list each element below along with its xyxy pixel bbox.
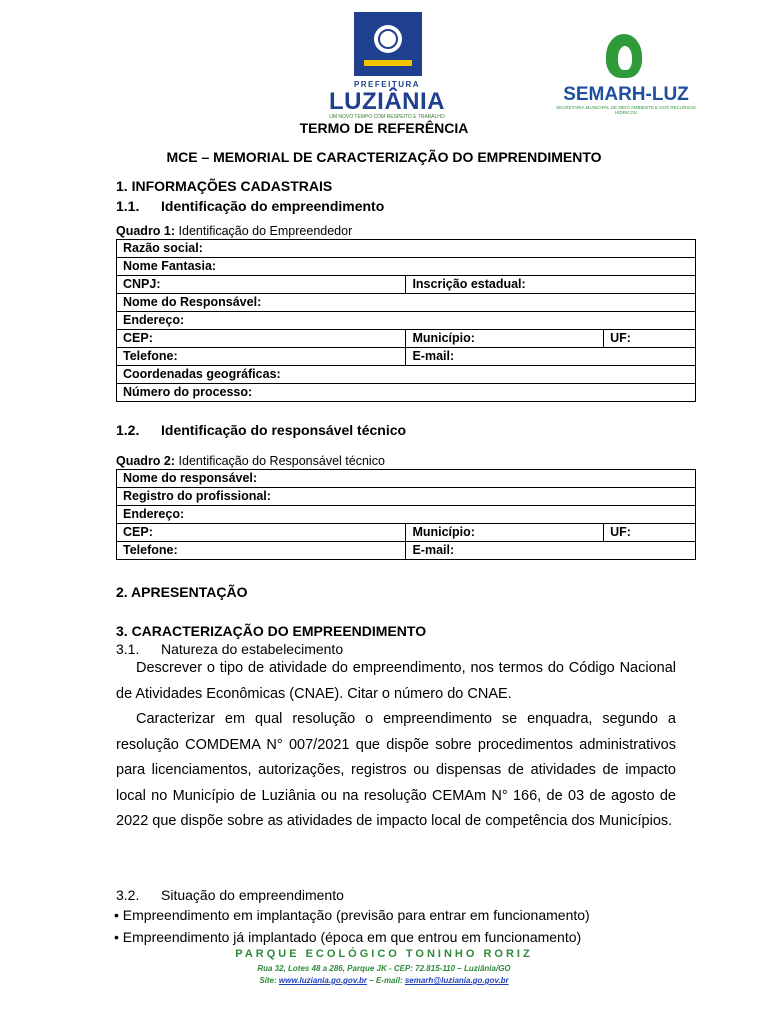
footer-email-link[interactable]: semarh@luziania.go.gov.br (404, 976, 509, 985)
field-coordenadas[interactable]: Coordenadas geográficas: (117, 366, 696, 384)
quadro-1-table (116, 239, 696, 402)
field-tec-municipio[interactable]: Município: (406, 524, 604, 542)
quadro-1-caption (116, 224, 352, 238)
footer-contact (0, 976, 768, 985)
bullet-text-implantado: Empreendimento já implantado (época em que entrou em funcionamento) (122, 929, 582, 945)
prefeitura-luziania-logo (324, 12, 450, 120)
bullet-text-implantacao: Empreendimento em implantação (previsão para entrar em funcionamento) (122, 907, 590, 923)
quadro-1-label: Quadro 1: (116, 224, 176, 238)
logo-brand-text: SEMARH-LUZ (563, 84, 689, 105)
field-tec-email[interactable]: E-mail: (406, 542, 696, 560)
logo-prefeitura-text: PREFEITURA (353, 80, 421, 89)
section-3-1-number: 3.1. (116, 641, 140, 657)
paragraph-cnae: Descrever o tipo de atividade do empreendimento, nos termos do Código Nacional de Atividades Econômicas (CNAE). Citar o número do CNAE. (116, 660, 676, 702)
footer-email-label: – E-mail: (367, 976, 405, 985)
section-1-1-number: 1.1. (116, 198, 140, 214)
bullet-item (114, 929, 581, 945)
document-title: TERMO DE REFERÊNCIA (299, 120, 469, 136)
quadro-2-text: Identificação do Responsável técnico (175, 454, 385, 468)
document-subtitle: MCE – MEMORIAL DE CARACTERIZAÇÃO DO EMPRENDIMENTO (166, 149, 602, 165)
field-tec-endereco[interactable]: Endereço: (117, 506, 696, 524)
section-1-2-number: 1.2. (116, 422, 140, 438)
field-numero-processo[interactable]: Número do processo: (117, 384, 696, 402)
section-1-heading: 1. INFORMAÇÕES CADASTRAIS (116, 178, 333, 194)
quadro-1-text: Identificação do Empreendedor (175, 224, 353, 238)
footer-site-link[interactable]: www.luziania.go.gov.br (278, 976, 368, 985)
field-tec-telefone[interactable]: Telefone: (117, 542, 406, 560)
field-nome-fantasia[interactable]: Nome Fantasia: (117, 258, 696, 276)
field-cnpj[interactable]: CNPJ: (117, 276, 406, 294)
logo-city-text: LUZIÂNIA (329, 88, 445, 115)
section-1-1-heading: Identificação do empreendimento (161, 198, 385, 214)
paragraph-resolucao: Caracterizar em qual resolução o empreendimento se enquadra, segundo a resolução COMDEMA N° 007/2021 que dispõe sobre procedimentos administrativos para licenciamentos, autorizações, registros ou dispensas de atividades de impacto local no Município de Luziânia ou na resolução CEMAm N° 166, de 03 de agosto de 2022 que dispõe sobre as atividades de impacto local de competência dos Municípios. (116, 711, 676, 829)
field-tec-registro[interactable]: Registro do profissional: (117, 488, 696, 506)
field-cep[interactable]: CEP: (117, 330, 406, 348)
field-razao-social[interactable]: Razão social: (117, 240, 696, 258)
field-tec-cep[interactable]: CEP: (117, 524, 406, 542)
quadro-2-label: Quadro 2: (116, 454, 176, 468)
field-endereco[interactable]: Endereço: (117, 312, 696, 330)
field-uf[interactable]: UF: (604, 330, 696, 348)
bullet-item (114, 907, 590, 923)
logo-subtitle: SECRETARIA MUNICIPAL DE MEIO AMBIENTE E DOS RECURSOS HÍDRICOS (556, 105, 696, 115)
field-municipio[interactable]: Município: (406, 330, 604, 348)
field-inscricao-estadual[interactable]: Inscrição estadual: (406, 276, 696, 294)
footer-site-label: Site: (259, 976, 279, 985)
quadro-2-caption (116, 454, 385, 468)
field-tec-uf[interactable]: UF: (604, 524, 696, 542)
field-telefone[interactable]: Telefone: (117, 348, 406, 366)
field-tec-nome-responsavel[interactable]: Nome do responsável: (117, 470, 696, 488)
section-2-heading: 2. APRESENTAÇÃO (116, 584, 248, 600)
footer-title: PARQUE ECOLÓGICO TONINHO RORIZ (235, 948, 533, 960)
section-3-2-number: 3.2. (116, 887, 140, 903)
footer-address: Rua 32, Lotes 48 a 286, Parque JK - CEP: 72.815-110 – Luziânia/GO (257, 964, 511, 973)
bullet-icon: • (114, 929, 119, 945)
logo-slogan: UM NOVO TEMPO COM RESPEITO E TRABALHO (329, 114, 445, 120)
quadro-2-table (116, 469, 696, 560)
semarh-luz-logo (556, 34, 696, 114)
bullet-icon: • (114, 907, 119, 923)
field-nome-responsavel[interactable]: Nome do Responsável: (117, 294, 696, 312)
field-email[interactable]: E-mail: (406, 348, 696, 366)
city-crest-icon (354, 12, 422, 76)
section-1-2-heading: Identificação do responsável técnico (161, 422, 407, 438)
section-3-heading: 3. CARACTERIZAÇÃO DO EMPREENDIMENTO (116, 623, 427, 639)
section-3-2-heading: Situação do empreendimento (161, 887, 344, 903)
section-3-1-heading: Natureza do estabelecimento (161, 641, 344, 657)
